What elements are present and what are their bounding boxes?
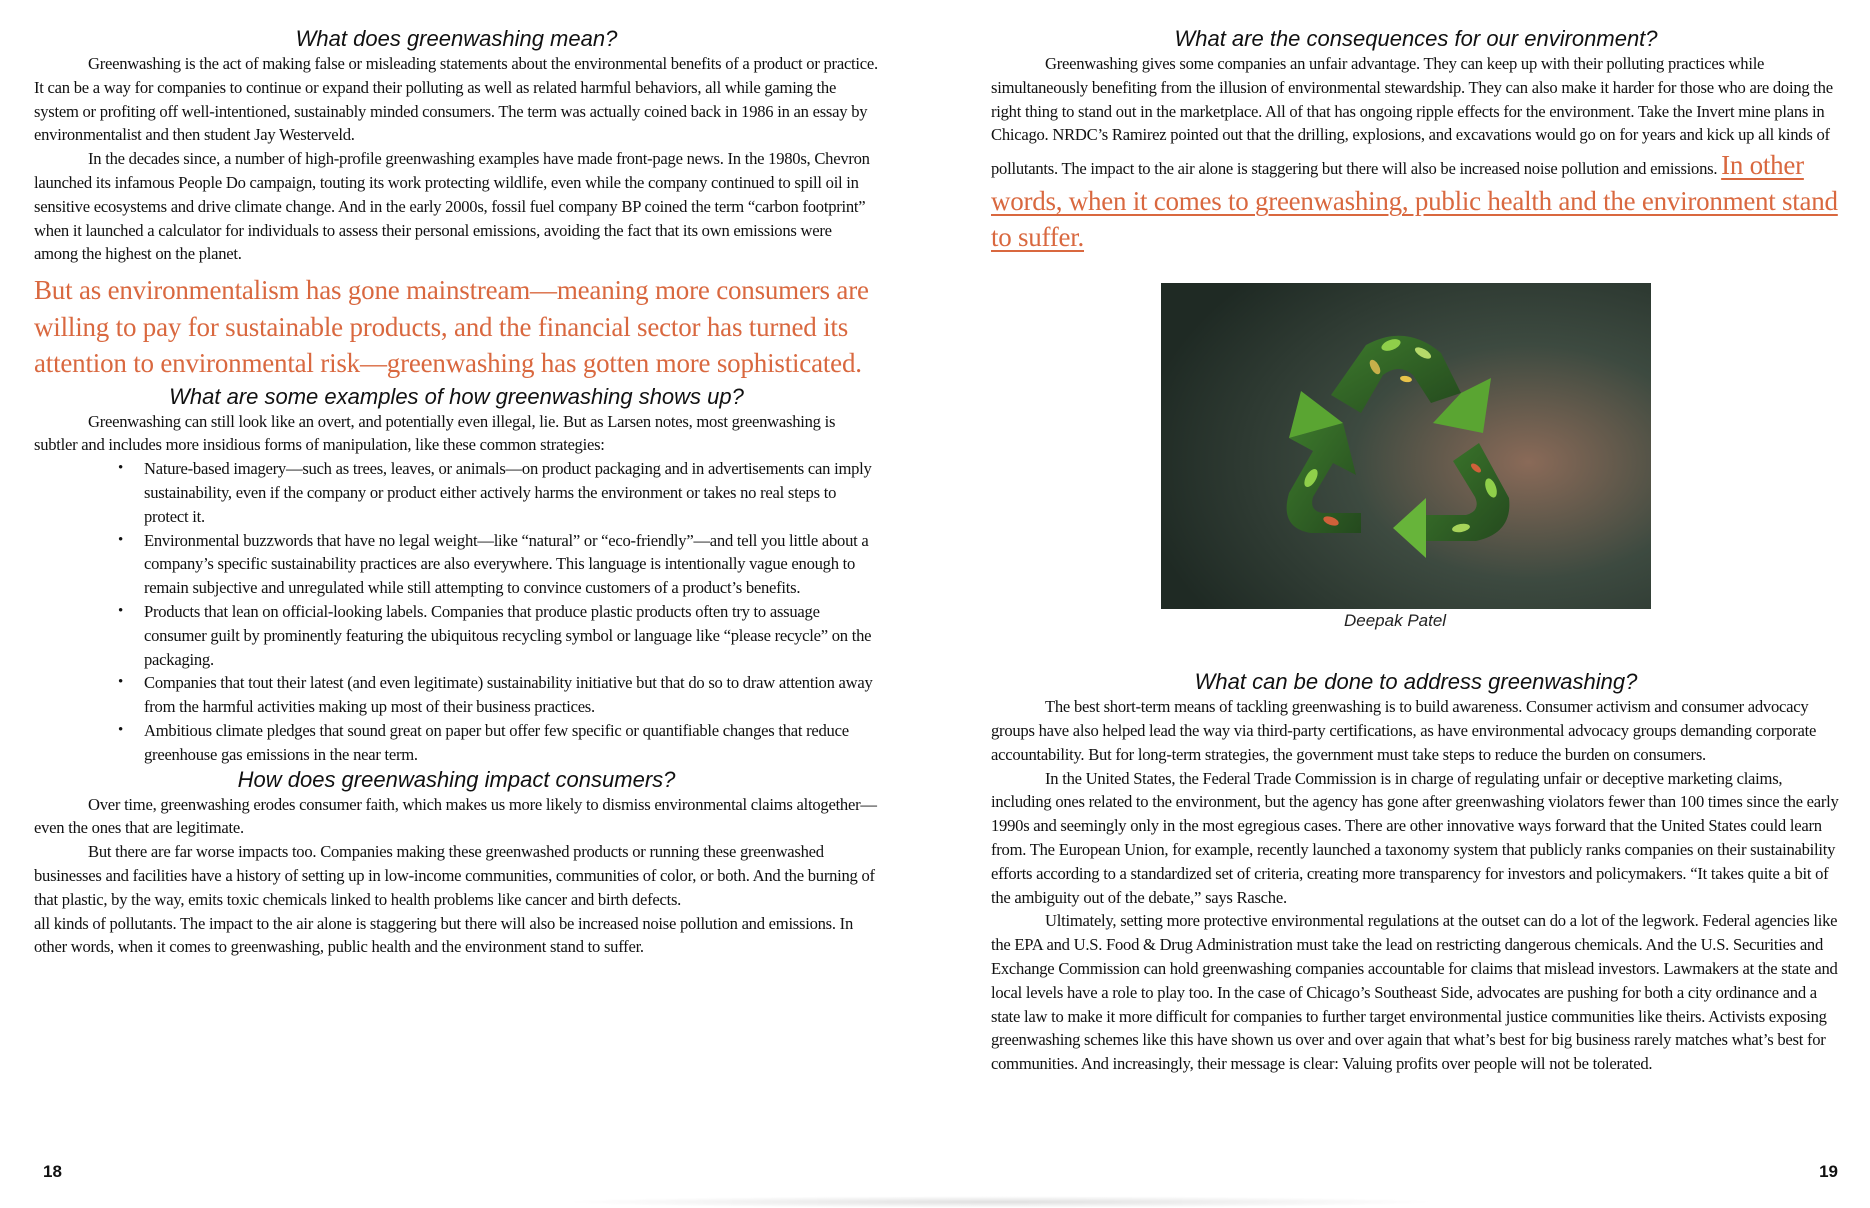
paragraph: all kinds of pollutants. The impact to the air alone is staggering but there will also be increased noise pollution and emissions. In other words, when it comes to greenwashing, public health and the environment stand to suffer. — [34, 913, 854, 957]
heading-address-greenwashing: What can be done to address greenwashing? — [1194, 669, 1638, 695]
left-page-content — [34, 26, 879, 959]
paragraph: Ultimately, setting more protective environmental regulations at the outset can do a lot of the legwork. Federal agencies like the EPA and U.S. Food & Drug Administration must take the lead on restricting dangerous chemicals. And the U.S. Securities and Exchange Commission can hold greenwashing companies accountable for claims that mislead investors. Lawmakers at the state and local levels have a role to play too. In the case of Chicago’s Southeast Side, advocates are pushing for both a city ordinance and a state law to make it more difficult for companies to further target environmental justice communities like theirs. Activists exposing greenwashing schemes like this have shown us over and over again that what’s best for big business rarely matches what’s best for communities. And increasingly, their message is clear: Valuing profits over people will not be tolerated. — [991, 911, 1838, 1074]
paragraph: The best short-term means of tackling greenwashing is to build awareness. Consumer activism and consumer advocacy groups have also helped lead the way via third-party certifications, as have environmental advocacy groups demanding corporate accountability. But for long-term strategies, the government must take steps to reduce the burden on consumers. — [991, 697, 1817, 764]
paragraph: Greenwashing is the act of making false or misleading statements about the environmental benefits of a product or practice. It can be a way for companies to continue or expand their polluting as well as related harmful behaviors, all while gaming the system or profiting off well-intentioned, sustainably minded consumers. The term was actually coined back in 1986 in an essay by environmentalist and then student Jay Westerveld. — [34, 54, 878, 145]
page-number-left: 18 — [43, 1162, 62, 1181]
heading-environment-consequences: What are the consequences for our environment? — [1174, 26, 1658, 51]
paragraph — [991, 52, 1841, 255]
image-caption: Deepak Patel — [1344, 611, 1447, 631]
paragraph-text: Greenwashing gives some companies an unfair advantage. They can keep up with their polluting practices while simultaneously benefiting from the illusion of environmental stewardship. They can also make it harder for those who are doing the right thing to stand out in the marketplace. All of that has ongoing ripple effects for the environment. Take the Invert mine plans in Chicago. NRDC’s Ramirez pointed out that the drilling, explosions, and excavations would go on for years and kick up all kinds of pollutants. The impact to the air alone is staggering but there will also be increased noise pollution and emissions. — [991, 54, 1833, 179]
figure — [991, 283, 1841, 631]
bullet-item: • Environmental buzzwords that have no legal weight—like “natural” or “eco-friendly”—and tell you little about a company’s specific sustainability practices are also everywhere. This language is intentionally vague enough to remain subjective and unregulated while still attempting to convince customers of a product’s benefits. — [144, 529, 879, 600]
pull-quote: But as environmentalism has gone mainstream—meaning more consumers are willing to pay for sustainable products, and the financial sector has turned its attention to environmental risk—greenwashing has gotten more sophisticated. — [34, 275, 869, 379]
heading-greenwashing-examples: What are some examples of how greenwashing shows up? — [169, 383, 744, 409]
bullet-item: • Nature-based imagery—such as trees, leaves, or animals—on product packaging and in advertisements can imply sustainability, even if the company or product either actively harms the environment or takes no real steps to protect it. — [144, 457, 879, 528]
paragraph: In the United States, the Federal Trade Commission is in charge of regulating unfair or deceptive marketing claims, including ones related to the environment, but the agency has gone after greenwashing violators fewer than 100 times since the early 1990s and seemingly only in the most egregious cases. There are other innovative ways forward that the United States could learn from. The European Union, for example, recently launched a taxonomy system that publicly ranks companies on their sustainability efforts according to a standardized set of criteria, creating more transparency for investors and policymakers. “It takes quite a bit of the ambiguity out of the debate,” says Rasche. — [991, 768, 1839, 907]
strategy-bullet-list — [34, 457, 879, 766]
inline-quote-link[interactable]: In other words, when it comes to greenwashing, public health and the environment stand to suffer. — [991, 150, 1838, 253]
paragraph: But there are far worse impacts too. Companies making these greenwashed products or running these greenwashed businesses and facilities have a history of setting up in low-income communities, communities of color, or both. And the burning of that plastic, by the way, emits toxic chemicals linked to health problems like cancer and birth defects. — [34, 842, 875, 909]
page-fold-shadow — [560, 1196, 1440, 1208]
bullet-item: • Ambitious climate pledges that sound great on paper but offer few specific or quantifiable changes that reduce greenhouse gas emissions in the near term. — [144, 719, 879, 767]
paragraph: Over time, greenwashing erodes consumer faith, which makes us more likely to dismiss environmental claims altogether—even the ones that are legitimate. — [34, 794, 877, 838]
paragraph: In the decades since, a number of high-profile greenwashing examples have made front-page news. In the 1980s, Chevron launched its infamous People Do campaign, touting its work protecting wildlife, even while the company continued to spill oil in sensitive ecosystems and drive climate change. And in the early 2000s, fossil fuel company BP coined the term “carbon footprint” when it launched a calculator for individuals to assess their personal emissions, avoiding the fact that its own emissions were among the highest on the planet. — [34, 149, 870, 264]
recycle-leaves-image — [1161, 283, 1651, 609]
page-number-right: 19 — [1819, 1162, 1838, 1181]
right-page-content — [991, 26, 1841, 1076]
heading-consumer-impact: How does greenwashing impact consumers? — [237, 766, 676, 792]
right-page — [935, 0, 1870, 1208]
paragraph: Greenwashing can still look like an overt, and potentially even illegal, lie. But as Larsen notes, most greenwashing is subtler and includes more insidious forms of manipulation, like these common strategies: — [34, 411, 836, 455]
bullet-item: • Companies that tout their latest (and even legitimate) sustainability initiative but that do so to draw attention away from the harmful activities making up most of their business practices. — [144, 671, 879, 719]
bullet-item: • Products that lean on official-looking labels. Companies that produce plastic products often try to assuage consumer guilt by prominently featuring the ubiquitous recycling symbol or language like “please recycle” on the packaging. — [144, 600, 879, 671]
heading-greenwashing-meaning: What does greenwashing mean? — [295, 26, 618, 51]
